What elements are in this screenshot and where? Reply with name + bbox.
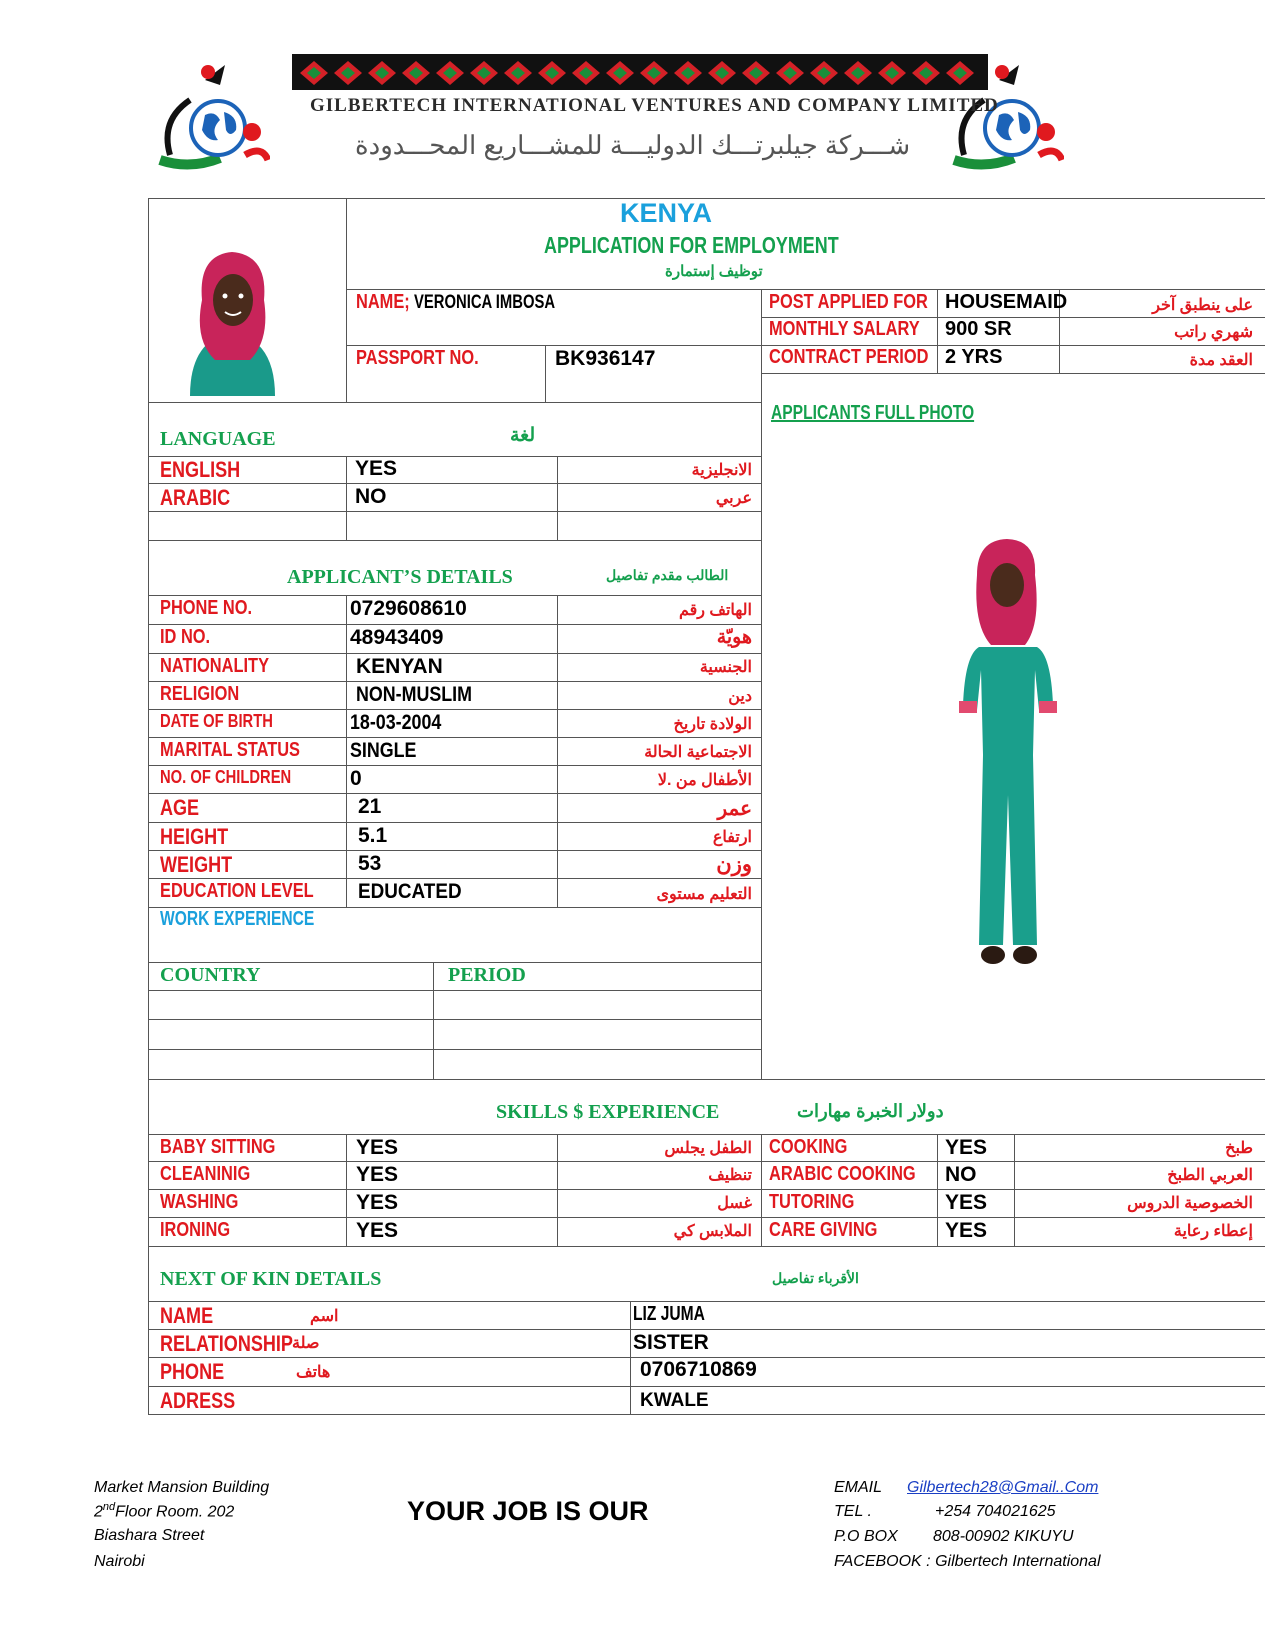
skills-heading-arabic: دولار الخبرة مهارات (797, 1101, 944, 1121)
company-name: GILBERTECH INTERNATIONAL VENTURES AND COMPANY LIMITED (310, 95, 999, 116)
footer-email-label: EMAIL (834, 1479, 883, 1496)
skill-washing-label: WASHING (160, 1191, 239, 1213)
skill-baby-sitting-arabic: الطفل يجلس (664, 1140, 752, 1157)
language-english-label: ENGLISH (160, 457, 241, 482)
education-level-arabic: التعليم مستوى (656, 886, 752, 903)
height-label: HEIGHT (160, 824, 229, 849)
work-period-label: PERIOD (448, 964, 526, 986)
skill-cleaning-value: YES (356, 1163, 399, 1186)
skill-cooking-label: COOKING (769, 1136, 848, 1158)
kin-address-label: ADRESS (160, 1388, 236, 1413)
decorative-banner (292, 54, 988, 90)
skill-arabic-cooking-arabic: العربي الطبخ (1167, 1167, 1253, 1184)
kin-phone-arabic: هاتف (296, 1364, 331, 1381)
education-level-value: EDUCATED (358, 880, 462, 903)
passport-photo (180, 240, 285, 396)
skill-arabic-cooking-label: ARABIC COOKING (769, 1163, 916, 1185)
marital-status-arabic: الاجتماعية الحالة (644, 744, 752, 761)
footer-tel-value: +254 704021625 (935, 1503, 1056, 1520)
children-value: 0 (350, 767, 362, 790)
post-applied-label: POST APPLIED FOR (769, 291, 928, 313)
footer-pobox-label: P.O BOX (834, 1528, 898, 1545)
education-level-label: EDUCATION LEVEL (160, 880, 314, 902)
skill-care-giving-label: CARE GIVING (769, 1219, 878, 1241)
skill-care-giving-value: YES (945, 1219, 988, 1242)
skill-tutoring-value: YES (945, 1191, 988, 1214)
religion-label: RELIGION (160, 683, 240, 705)
kin-address-value: KWALE (640, 1390, 709, 1411)
language-arabic-arabic: عربي (715, 490, 752, 507)
language-english-arabic: الانجليزية (691, 462, 752, 479)
kin-relationship-value: SISTER (633, 1331, 709, 1354)
contract-period-arabic: العقد مدة (1189, 352, 1253, 369)
language-english-value: YES (355, 457, 398, 480)
form-title: APPLICATION FOR EMPLOYMENT (544, 232, 839, 258)
footer-address-line-2 (94, 1501, 234, 1521)
skill-cooking-arabic: طبخ (1225, 1140, 1253, 1157)
applicant-details-heading-arabic: الطالب مقدم تفاصيل (606, 567, 729, 583)
next-of-kin-heading-arabic: الأقرباء تفاصيل (772, 1270, 859, 1286)
footer-facebook (834, 1553, 1101, 1571)
skill-cooking-value: YES (945, 1136, 988, 1159)
monthly-salary-arabic: شهري راتب (1174, 324, 1253, 341)
full-photo-label: APPLICANTS FULL PHOTO (771, 402, 975, 424)
footer-pobox-value: 808-00902 KIKUYU (933, 1528, 1074, 1545)
skill-ironing-label: IRONING (160, 1219, 231, 1241)
work-experience-heading: WORK EXPERIENCE (160, 908, 315, 930)
nationality-value: KENYAN (356, 655, 443, 678)
age-arabic: عمر (717, 798, 752, 820)
skill-cleaning-label: CLEANINIG (160, 1163, 251, 1185)
religion-value: NON-MUSLIM (356, 683, 473, 706)
children-label: NO. OF CHILDREN (160, 767, 292, 787)
footer-facebook-label: FACEBOOK : (834, 1553, 931, 1570)
footer-slogan: YOUR JOB IS OUR (407, 1496, 649, 1526)
language-arabic-label: ARABIC (160, 485, 231, 510)
id-arabic: هويّة (716, 627, 752, 648)
skill-washing-value: YES (356, 1191, 399, 1214)
marital-status-label: MARITAL STATUS (160, 739, 301, 761)
contract-period-value: 2 YRS (945, 346, 1003, 368)
skills-heading: SKILLS $ EXPERIENCE (496, 1101, 720, 1123)
footer-floor-prefix: 2 (94, 1503, 103, 1521)
applicant-details-heading: APPLICANT’S DETAILS (287, 566, 513, 588)
kin-relationship-label: RELATIONSHIP (160, 1331, 293, 1356)
skill-baby-sitting-label: BABY SITTING (160, 1136, 276, 1158)
skill-washing-arabic: غسل (717, 1195, 752, 1212)
phone-value: 0729608610 (350, 597, 467, 620)
language-arabic-value: NO (355, 485, 387, 508)
skill-cleaning-arabic: تنظيف (708, 1167, 752, 1184)
country-title: KENYA (620, 198, 713, 228)
language-heading-arabic: لغة (510, 425, 536, 446)
height-arabic: ارتفاع (712, 829, 752, 846)
skill-ironing-arabic: الملابس كي (673, 1223, 752, 1240)
passport-label: PASSPORT NO. (356, 347, 479, 369)
age-value: 21 (358, 795, 382, 818)
dob-arabic: الولادة تاريخ (673, 716, 752, 733)
language-heading: LANGUAGE (160, 428, 276, 450)
work-country-label: COUNTRY (160, 964, 261, 986)
children-arabic: الأطفال من .لا (657, 772, 752, 789)
kin-phone-value: 0706710869 (640, 1358, 757, 1381)
monthly-salary-value: 900 SR (945, 318, 1012, 340)
id-value: 48943409 (350, 626, 444, 649)
nationality-arabic: الجنسية (699, 659, 752, 676)
weight-value: 53 (358, 852, 382, 875)
skill-baby-sitting-value: YES (356, 1136, 399, 1159)
footer-facebook-value: Gilbertech International (935, 1553, 1101, 1570)
skill-care-giving-arabic: إعطاء رعاية (1173, 1223, 1253, 1240)
kin-phone-label: PHONE (160, 1359, 225, 1384)
kin-name-arabic: اسم (310, 1308, 339, 1325)
age-label: AGE (160, 795, 200, 820)
phone-arabic: الهاتف رقم (678, 602, 752, 619)
footer-email-link[interactable]: Gilbertech28@Gmail..Com (907, 1479, 1099, 1496)
id-label: ID NO. (160, 626, 211, 648)
dob-value: 18-03-2004 (350, 711, 442, 734)
weight-arabic: وزن (716, 853, 752, 876)
skill-arabic-cooking-value: NO (945, 1163, 977, 1186)
post-applied-value: HOUSEMAID (945, 291, 1068, 313)
company-name-arabic: شـــركة جيلبرتـــك الدوليـــة للمشـــاريع المحـــدودة (355, 130, 911, 160)
footer-address-line-4: Nairobi (94, 1553, 145, 1570)
contract-period-label: CONTRACT PERIOD (769, 346, 929, 368)
next-of-kin-heading: NEXT OF KIN DETAILS (160, 1268, 382, 1290)
phone-label: PHONE NO. (160, 597, 253, 619)
nationality-label: NATIONALITY (160, 655, 270, 677)
kin-name-label: NAME (160, 1303, 214, 1328)
kin-relationship-arabic: صلة (292, 1335, 320, 1352)
name-label: NAME; (356, 291, 410, 313)
passport-value: BK936147 (555, 347, 656, 370)
form-title-arabic: توظيف إستمارة (665, 263, 763, 280)
post-applied-arabic: على ينطبق آخر (1152, 297, 1253, 314)
skill-tutoring-label: TUTORING (769, 1191, 855, 1213)
marital-status-value: SINGLE (350, 739, 417, 762)
company-logo-left (150, 60, 270, 175)
skill-tutoring-arabic: الخصوصية الدروس (1127, 1195, 1253, 1212)
footer-tel-label: TEL . (834, 1503, 872, 1520)
applicant-full-photo (955, 535, 1060, 985)
footer-address-line-1: Market Mansion Building (94, 1479, 270, 1496)
weight-label: WEIGHT (160, 852, 233, 877)
footer-address-line-3: Biashara Street (94, 1527, 205, 1544)
footer-floor-room: Floor Room. 202 (115, 1503, 235, 1521)
dob-label: DATE OF BIRTH (160, 711, 273, 731)
name-field (356, 291, 594, 314)
skill-ironing-value: YES (356, 1219, 399, 1242)
kin-name-value: LIZ JUMA (633, 1303, 705, 1325)
religion-arabic: دين (728, 688, 752, 705)
height-value: 5.1 (358, 824, 388, 847)
monthly-salary-label: MONTHLY SALARY (769, 318, 920, 340)
footer-floor-sup: nd (102, 1501, 116, 1513)
name-value: VERONICA IMBOSA (413, 292, 555, 313)
